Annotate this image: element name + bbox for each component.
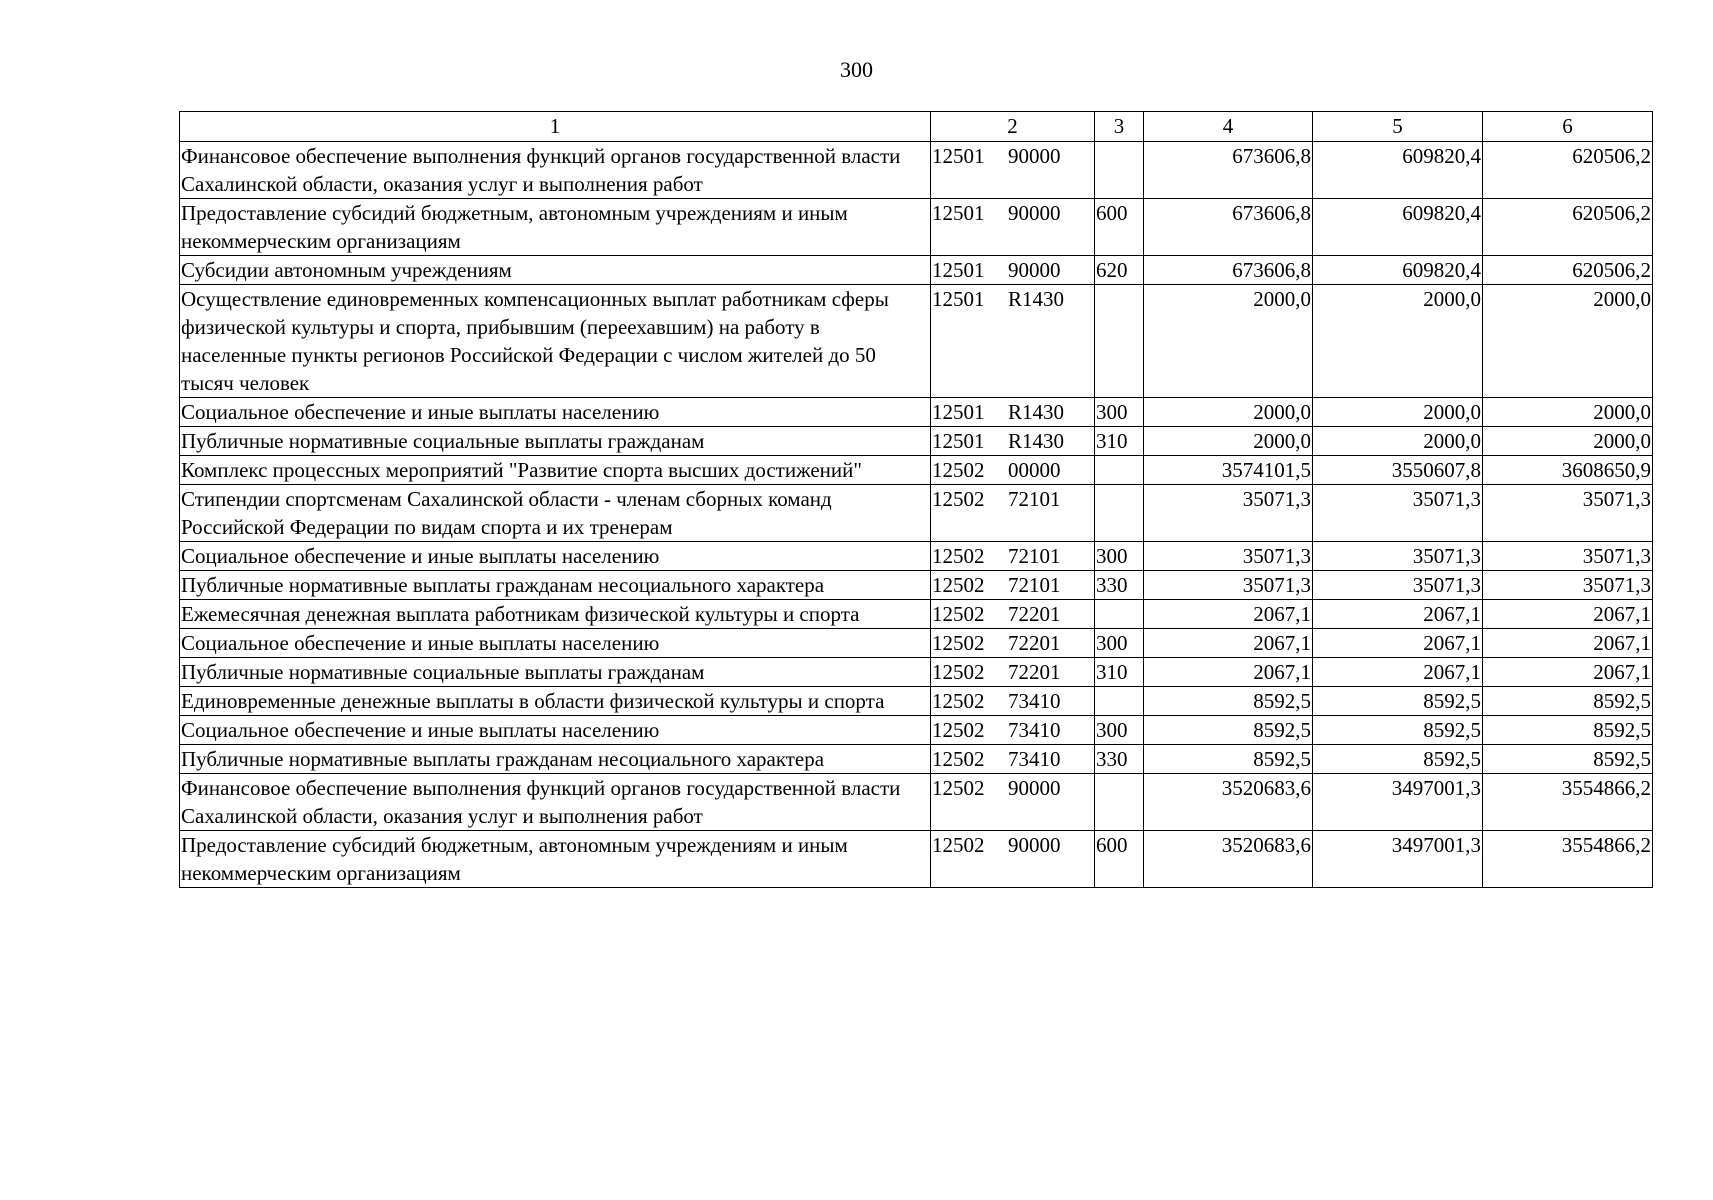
code-item: 73410 [1008, 718, 1061, 742]
row-value-6-cell: 35071,3 [1483, 571, 1653, 600]
row-code-cell [931, 571, 1095, 600]
table-row [180, 456, 1653, 485]
row-value-5-cell: 2067,1 [1313, 658, 1483, 687]
budget-table [179, 111, 1653, 888]
row-name-cell: Публичные нормативные выплаты гражданам несоциального характера [180, 571, 931, 600]
row-value-5-cell: 8592,5 [1313, 716, 1483, 745]
row-value-5-cell: 2000,0 [1313, 285, 1483, 398]
code-section: 12502 [932, 458, 985, 482]
row-value-4-cell: 673606,8 [1144, 142, 1313, 199]
row-code-cell [931, 142, 1095, 199]
row-value-4-cell: 3574101,5 [1144, 456, 1313, 485]
row-value-6-cell: 35071,3 [1483, 485, 1653, 542]
row-code-cell [931, 831, 1095, 888]
row-type-cell: 310 [1095, 427, 1144, 456]
row-value-5-cell: 2000,0 [1313, 427, 1483, 456]
row-value-4-cell: 8592,5 [1144, 687, 1313, 716]
row-value-4-cell: 673606,8 [1144, 199, 1313, 256]
row-code-cell [931, 629, 1095, 658]
row-type-cell: 330 [1095, 745, 1144, 774]
code-item: 72201 [1008, 631, 1061, 655]
row-type-cell [1095, 687, 1144, 716]
row-name-cell: Публичные нормативные выплаты гражданам несоциального характера [180, 745, 931, 774]
column-header-3: 3 [1095, 112, 1144, 142]
table-row [180, 774, 1653, 831]
row-name-cell: Финансовое обеспечение выполнения функций органов государственной власти Сахалинской области, оказания услуг и выполнения работ [180, 774, 931, 831]
code-section: 12502 [932, 776, 985, 800]
column-header-2: 2 [931, 112, 1095, 142]
table-row [180, 398, 1653, 427]
table-row [180, 745, 1653, 774]
code-item: 72201 [1008, 660, 1061, 684]
table-row [180, 831, 1653, 888]
row-type-cell: 600 [1095, 831, 1144, 888]
row-value-5-cell: 609820,4 [1313, 199, 1483, 256]
row-code-cell [931, 285, 1095, 398]
row-name-cell: Единовременные денежные выплаты в области физической культуры и спорта [180, 687, 931, 716]
code-section: 12502 [932, 487, 985, 511]
row-value-6-cell: 8592,5 [1483, 745, 1653, 774]
row-value-6-cell: 3554866,2 [1483, 774, 1653, 831]
row-type-cell: 300 [1095, 629, 1144, 658]
code-section: 12502 [932, 747, 985, 771]
code-item: 90000 [1008, 833, 1061, 857]
code-item: 00000 [1008, 458, 1061, 482]
row-code-cell [931, 716, 1095, 745]
row-value-4-cell: 2000,0 [1144, 285, 1313, 398]
row-type-cell: 300 [1095, 398, 1144, 427]
row-value-5-cell: 8592,5 [1313, 687, 1483, 716]
code-section: 12501 [932, 429, 985, 453]
code-item: 90000 [1008, 144, 1061, 168]
code-item: 90000 [1008, 776, 1061, 800]
table-row [180, 716, 1653, 745]
code-section: 12502 [932, 689, 985, 713]
row-value-4-cell: 35071,3 [1144, 485, 1313, 542]
row-name-cell: Комплекс процессных мероприятий "Развитие спорта высших достижений" [180, 456, 931, 485]
row-value-4-cell: 8592,5 [1144, 745, 1313, 774]
row-value-5-cell: 35071,3 [1313, 542, 1483, 571]
row-value-6-cell: 620506,2 [1483, 256, 1653, 285]
code-section: 12502 [932, 573, 985, 597]
table-row [180, 629, 1653, 658]
row-value-6-cell: 8592,5 [1483, 687, 1653, 716]
row-type-cell [1095, 142, 1144, 199]
table-row [180, 427, 1653, 456]
row-value-4-cell: 35071,3 [1144, 571, 1313, 600]
code-item: 90000 [1008, 201, 1061, 225]
row-type-cell: 300 [1095, 716, 1144, 745]
code-section: 12502 [932, 544, 985, 568]
table-header [180, 112, 1653, 142]
row-code-cell [931, 485, 1095, 542]
row-value-4-cell: 2067,1 [1144, 629, 1313, 658]
column-header-5: 5 [1313, 112, 1483, 142]
row-type-cell [1095, 774, 1144, 831]
code-item: 72101 [1008, 544, 1061, 568]
row-name-cell: Социальное обеспечение и иные выплаты населению [180, 716, 931, 745]
row-value-6-cell: 2000,0 [1483, 285, 1653, 398]
row-value-5-cell: 3497001,3 [1313, 831, 1483, 888]
row-value-4-cell: 2000,0 [1144, 427, 1313, 456]
table-row [180, 142, 1653, 199]
row-value-5-cell: 8592,5 [1313, 745, 1483, 774]
header-row [180, 112, 1653, 142]
row-name-cell: Социальное обеспечение и иные выплаты населению [180, 542, 931, 571]
row-value-5-cell: 35071,3 [1313, 485, 1483, 542]
row-value-4-cell: 8592,5 [1144, 716, 1313, 745]
row-type-cell [1095, 485, 1144, 542]
code-section: 12502 [932, 660, 985, 684]
code-item: R1430 [1008, 400, 1065, 424]
row-value-6-cell: 2000,0 [1483, 398, 1653, 427]
table-row [180, 485, 1653, 542]
table-row [180, 571, 1653, 600]
row-value-6-cell: 2000,0 [1483, 427, 1653, 456]
row-value-6-cell: 620506,2 [1483, 142, 1653, 199]
row-value-4-cell: 3520683,6 [1144, 831, 1313, 888]
table-row [180, 542, 1653, 571]
code-section: 12501 [932, 400, 985, 424]
column-header-6: 6 [1483, 112, 1653, 142]
row-value-5-cell: 609820,4 [1313, 142, 1483, 199]
row-type-cell [1095, 600, 1144, 629]
row-type-cell [1095, 285, 1144, 398]
row-value-6-cell: 3608650,9 [1483, 456, 1653, 485]
table-row [180, 256, 1653, 285]
code-item: 72201 [1008, 602, 1061, 626]
row-value-4-cell: 35071,3 [1144, 542, 1313, 571]
table-row [180, 199, 1653, 256]
code-section: 12501 [932, 258, 985, 282]
code-section: 12502 [932, 718, 985, 742]
code-item: 72101 [1008, 487, 1061, 511]
row-value-5-cell: 3497001,3 [1313, 774, 1483, 831]
row-type-cell [1095, 456, 1144, 485]
row-type-cell: 330 [1095, 571, 1144, 600]
row-name-cell: Ежемесячная денежная выплата работникам физической культуры и спорта [180, 600, 931, 629]
page-number: 300 [840, 57, 873, 82]
code-item: 73410 [1008, 747, 1061, 771]
row-name-cell: Публичные нормативные социальные выплаты гражданам [180, 658, 931, 687]
row-name-cell: Публичные нормативные социальные выплаты гражданам [180, 427, 931, 456]
row-code-cell [931, 398, 1095, 427]
code-section: 12502 [932, 631, 985, 655]
row-name-cell: Финансовое обеспечение выполнения функций органов государственной власти Сахалинской области, оказания услуг и выполнения работ [180, 142, 931, 199]
row-value-4-cell: 2067,1 [1144, 600, 1313, 629]
row-name-cell: Социальное обеспечение и иные выплаты населению [180, 629, 931, 658]
row-value-5-cell: 2067,1 [1313, 629, 1483, 658]
code-section: 12502 [932, 833, 985, 857]
row-value-6-cell: 620506,2 [1483, 199, 1653, 256]
row-code-cell [931, 256, 1095, 285]
row-code-cell [931, 745, 1095, 774]
column-header-4: 4 [1144, 112, 1313, 142]
code-item: 72101 [1008, 573, 1061, 597]
row-value-5-cell: 2000,0 [1313, 398, 1483, 427]
code-item: 73410 [1008, 689, 1061, 713]
column-header-1: 1 [180, 112, 931, 142]
row-code-cell [931, 687, 1095, 716]
row-code-cell [931, 774, 1095, 831]
row-value-6-cell: 2067,1 [1483, 658, 1653, 687]
row-code-cell [931, 456, 1095, 485]
row-code-cell [931, 199, 1095, 256]
table-row [180, 285, 1653, 398]
code-item: R1430 [1008, 429, 1065, 453]
row-code-cell [931, 658, 1095, 687]
row-value-4-cell: 2067,1 [1144, 658, 1313, 687]
table-row [180, 687, 1653, 716]
row-value-4-cell: 673606,8 [1144, 256, 1313, 285]
row-name-cell: Социальное обеспечение и иные выплаты населению [180, 398, 931, 427]
table-row [180, 658, 1653, 687]
row-value-5-cell: 3550607,8 [1313, 456, 1483, 485]
row-code-cell [931, 427, 1095, 456]
code-item: 90000 [1008, 258, 1061, 282]
code-section: 12502 [932, 602, 985, 626]
row-value-5-cell: 35071,3 [1313, 571, 1483, 600]
row-value-5-cell: 2067,1 [1313, 600, 1483, 629]
code-section: 12501 [932, 144, 985, 168]
row-name-cell: Стипендии спортсменам Сахалинской области - членам сборных команд Российской Федерации по видам спорта и их тренерам [180, 485, 931, 542]
row-code-cell [931, 542, 1095, 571]
row-value-6-cell: 2067,1 [1483, 629, 1653, 658]
row-type-cell: 300 [1095, 542, 1144, 571]
row-type-cell: 620 [1095, 256, 1144, 285]
row-code-cell [931, 600, 1095, 629]
code-item: R1430 [1008, 287, 1065, 311]
row-value-4-cell: 2000,0 [1144, 398, 1313, 427]
table-body [180, 142, 1653, 888]
row-value-6-cell: 3554866,2 [1483, 831, 1653, 888]
row-name-cell: Предоставление субсидий бюджетным, автономным учреждениям и иным некоммерческим организациям [180, 199, 931, 256]
row-value-6-cell: 35071,3 [1483, 542, 1653, 571]
row-value-6-cell: 8592,5 [1483, 716, 1653, 745]
row-name-cell: Осуществление единовременных компенсационных выплат работникам сферы физической культуры и спорта, прибывшим (переехавшим) на работу в населенные пункты регионов Российской Федерации с числом жителей до 50 тысяч человек [180, 285, 931, 398]
row-name-cell: Предоставление субсидий бюджетным, автономным учреждениям и иным некоммерческим организациям [180, 831, 931, 888]
row-value-6-cell: 2067,1 [1483, 600, 1653, 629]
row-value-5-cell: 609820,4 [1313, 256, 1483, 285]
row-name-cell: Субсидии автономным учреждениям [180, 256, 931, 285]
row-type-cell: 600 [1095, 199, 1144, 256]
code-section: 12501 [932, 201, 985, 225]
row-type-cell: 310 [1095, 658, 1144, 687]
row-value-4-cell: 3520683,6 [1144, 774, 1313, 831]
table-row [180, 600, 1653, 629]
code-section: 12501 [932, 287, 985, 311]
